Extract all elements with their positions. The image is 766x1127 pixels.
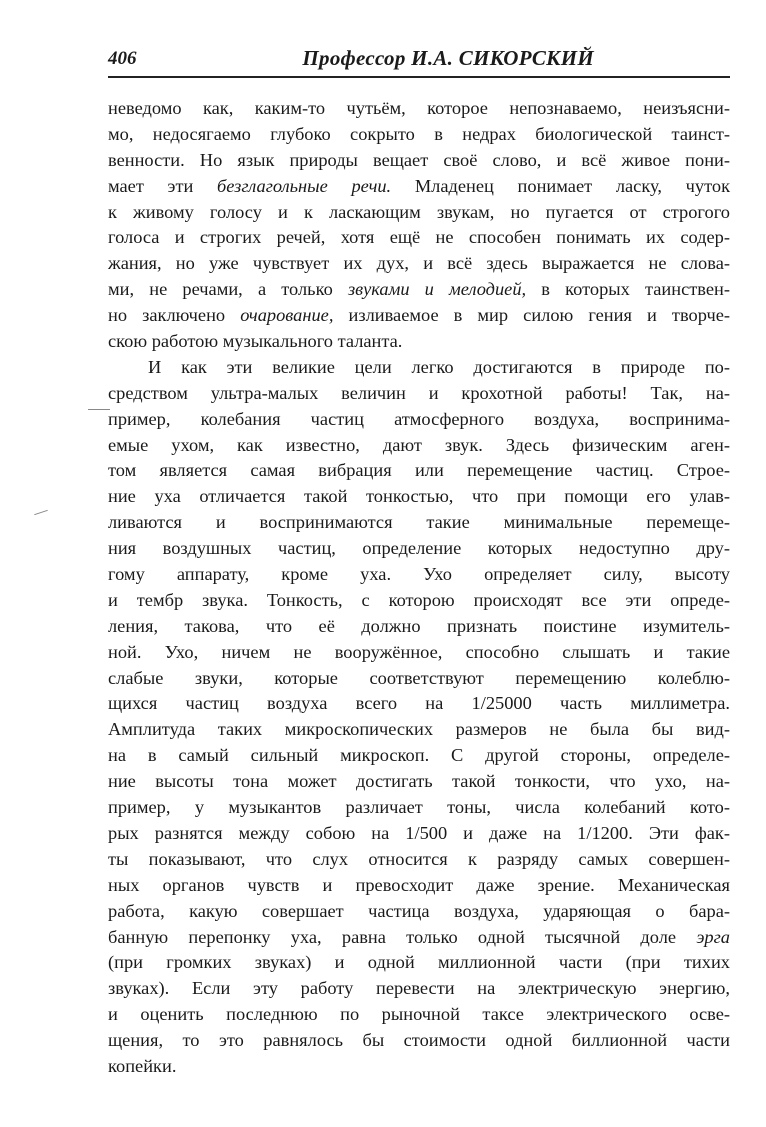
- text-line: [108, 562, 730, 588]
- text-run: но заключено: [108, 305, 241, 326]
- text-run: (при громких звуках) и одной миллионной части (при тихих: [108, 952, 730, 973]
- text-line: [108, 122, 730, 148]
- text-run: средством ультра-малых величин и крохотной работы! Так, на-: [108, 382, 730, 403]
- text-run: ных органов чувств и превосходит даже зрение. Механическая: [108, 874, 730, 895]
- text-run: ние высоты тона может достигать такой тонкости, что ухо, на-: [108, 771, 730, 792]
- text-line: [108, 743, 730, 769]
- scan-mark: [34, 510, 48, 515]
- text-run: гому аппарату, кроме уха. Ухо определяет силу, высоту: [108, 564, 730, 585]
- text-run: мо, недосягаемо глубоко сокрыто в недрах биологической таинст-: [108, 123, 730, 144]
- text-line: [108, 821, 730, 847]
- text-run: венности. Но язык природы вещает своё слово, и всё живое пони-: [108, 149, 730, 170]
- text-run: жания, но уже чувствует их дух, и всё здесь выражается не слова-: [108, 253, 730, 274]
- text-line: [108, 950, 730, 976]
- page-header: [108, 44, 730, 78]
- text-run: скою работою музыкального таланта.: [108, 331, 403, 352]
- text-line: [108, 303, 730, 329]
- book-page: [108, 44, 730, 1080]
- text-run: голоса и строгих речей, хотя ещё не способен понимать их содер-: [108, 227, 730, 248]
- italic-phrase: эрга: [696, 926, 730, 947]
- text-line: [108, 148, 730, 174]
- text-run: ливаются и воспринимаются такие минимальные перемеще-: [108, 512, 730, 533]
- text-run: щения, то это равнялось бы стоимости одной биллионной части: [108, 1030, 730, 1051]
- text-line: [108, 329, 730, 355]
- text-line: [108, 510, 730, 536]
- italic-phrase: очарование,: [240, 305, 334, 326]
- text-run: слабые звуки, которые соответствуют перемещению колеблю-: [108, 667, 730, 688]
- text-run: Амплитуда таких микроскопических размеров не была бы вид-: [108, 719, 730, 740]
- text-line: [108, 277, 730, 303]
- text-line: [108, 407, 730, 433]
- text-line: [108, 614, 730, 640]
- text-line: [108, 1054, 730, 1080]
- text-run: на в самый сильный микроскоп. С другой стороны, определе-: [108, 745, 730, 766]
- text-line: [108, 666, 730, 692]
- text-run: в которых таинствен-: [526, 279, 730, 300]
- text-run: звуках). Если эту работу перевести на электрическую энергию,: [108, 978, 730, 999]
- text-line: [108, 769, 730, 795]
- text-run: ной. Ухо, ничем не вооружённое, способно слышать и такие: [108, 641, 730, 662]
- italic-phrase: звуками и мелодией,: [347, 279, 527, 300]
- text-line: [108, 251, 730, 277]
- text-line: [108, 1028, 730, 1054]
- text-line: [108, 484, 730, 510]
- text-line: [108, 1002, 730, 1028]
- text-run: работа, какую совершает частица воздуха, ударяющая о бара-: [108, 900, 730, 921]
- text-line: [108, 536, 730, 562]
- text-run: ми, не речами, а только: [108, 279, 348, 300]
- text-run: неведомо как, каким-то чутьём, которое непознаваемо, неизъясни-: [108, 98, 730, 118]
- text-run: мает эти: [108, 175, 218, 196]
- text-run: пример, колебания частиц атмосферного воздуха, воспринима-: [108, 408, 730, 429]
- text-run: ления, такова, что её должно признать поистине изумитель-: [108, 615, 730, 636]
- text-line: [108, 873, 730, 899]
- text-line: [108, 381, 730, 407]
- text-run: изливаемое в мир силою гения и творче-: [333, 305, 730, 326]
- text-line: [108, 458, 730, 484]
- scan-mark: [88, 409, 110, 410]
- text-run: к живому голосу и к ласкающим звукам, но пугается от строгого: [108, 201, 730, 222]
- text-run: пример, у музыкантов различает тоны, числа колебаний кото-: [108, 797, 730, 818]
- text-line: [108, 691, 730, 717]
- text-run: банную перепонку уха, равна только одной тысячной доле: [108, 926, 697, 947]
- text-run: и оценить последнюю по рыночной таксе электрического осве-: [108, 1004, 730, 1025]
- text-line: [108, 200, 730, 226]
- text-line: [108, 174, 730, 200]
- text-line: [108, 847, 730, 873]
- text-run: копейки.: [108, 1055, 177, 1076]
- text-run: и тембр звука. Тонкость, с которою происходят все эти опреде-: [108, 589, 730, 610]
- text-line: [108, 588, 730, 614]
- text-run: ты показывают, что слух относится к разряду самых совершен-: [108, 848, 730, 869]
- text-line: [108, 355, 730, 381]
- text-line: [108, 976, 730, 1002]
- running-title: Профессор И.А. СИКОРСКИЙ: [302, 46, 594, 70]
- text-line: [108, 795, 730, 821]
- text-line: [108, 433, 730, 459]
- text-run: щихся частиц воздуха всего на 1/25000 часть миллиметра.: [108, 693, 730, 714]
- text-run: ния воздушных частиц, определение которых недоступно дру-: [108, 538, 730, 559]
- italic-phrase: безглагольные речи.: [217, 175, 392, 196]
- text-run: Младенец понимает ласку, чуток: [391, 175, 731, 196]
- text-run: емые ухом, как известно, дают звук. Здесь физическим аген-: [108, 434, 730, 455]
- text-run: ние уха отличается такой тонкостью, что при помощи его улав-: [108, 486, 730, 507]
- text-line: [108, 640, 730, 666]
- text-line: [108, 899, 730, 925]
- text-line: [108, 225, 730, 251]
- text-run: И как эти великие цели легко достигаются в природе по-: [148, 356, 730, 377]
- text-run: том является самая вибрация или перемещение частиц. Строе-: [108, 460, 730, 481]
- text-line: [108, 925, 730, 951]
- text-run: рых разнятся между собою на 1/500 и даже на 1/1200. Эти фак-: [108, 822, 730, 843]
- text-line: [108, 96, 730, 122]
- body-text: [108, 96, 730, 1080]
- page-number: 406: [108, 48, 137, 69]
- text-line: [108, 717, 730, 743]
